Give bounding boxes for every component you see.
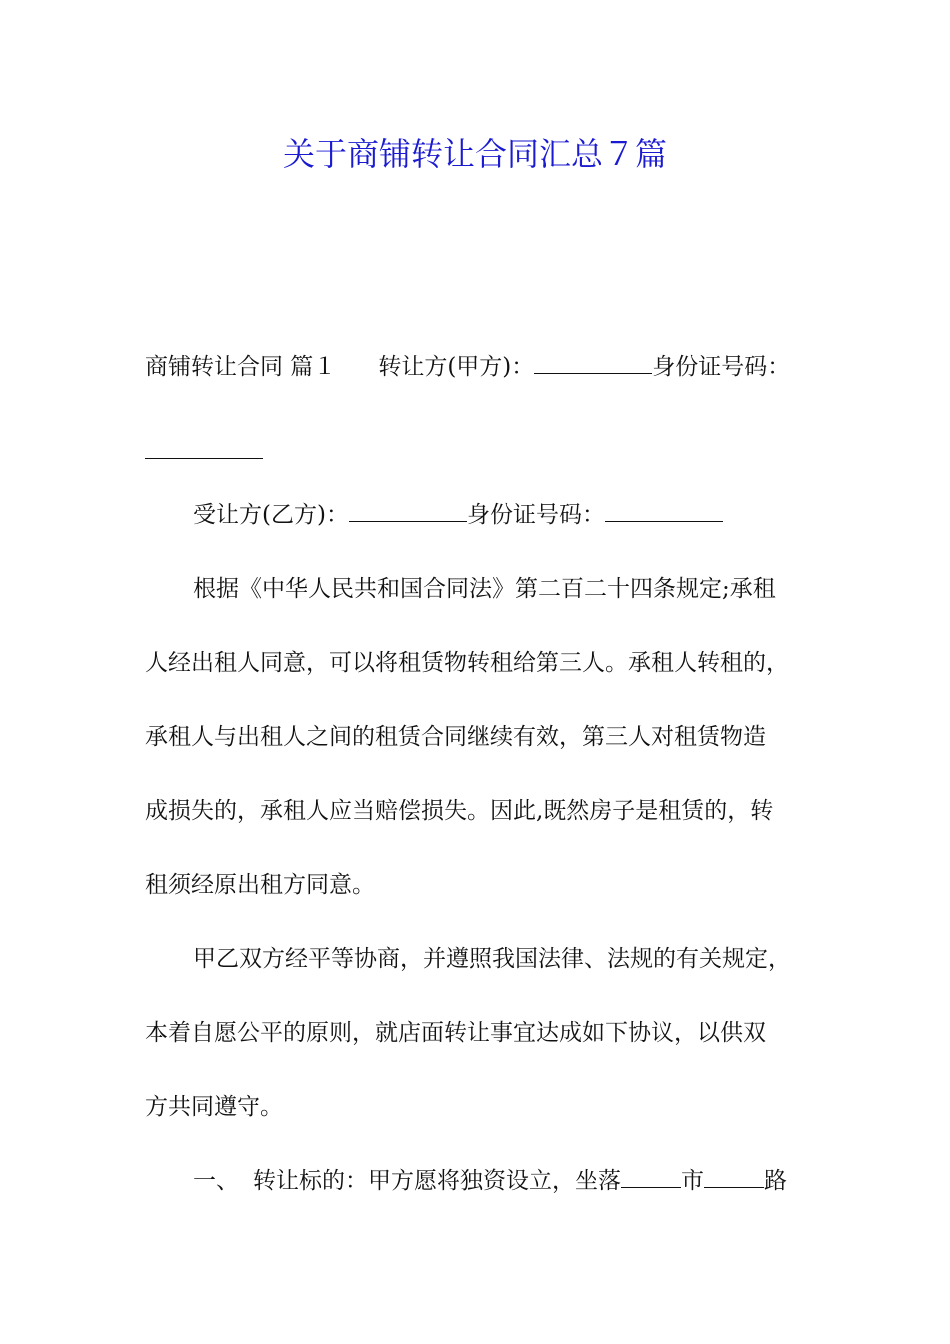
paragraph-line: 租须经原出租方同意。 — [145, 872, 375, 898]
party-b-blank — [349, 501, 467, 522]
party-b-id-label: 身份证号码： — [466, 502, 605, 528]
clause-text: 转让标的：甲方愿将独资设立，坐落 — [253, 1168, 621, 1194]
document-title: 关于商铺转让合同汇总７篇 — [282, 135, 667, 173]
party-a-blank — [534, 353, 652, 374]
party-b-id-blank — [605, 501, 723, 522]
road-label: 路 — [764, 1168, 787, 1194]
paragraph-line: 方共同遵守。 — [145, 1094, 283, 1120]
road-blank — [704, 1167, 764, 1188]
party-a-id-blank — [145, 438, 263, 459]
document-body — [145, 330, 825, 1218]
paragraph-line: 承租人与出租人之间的租赁合同继续有效，第三人对租赁物造 — [145, 724, 766, 750]
paragraph-line: 人经出租人同意，可以将租赁物转租给第三人。承租人转租的， — [145, 650, 789, 676]
paragraph-line: 甲乙双方经平等协商，并遵照我国法律、法规的有关规定， — [193, 946, 791, 972]
contract-header-line — [145, 330, 825, 404]
party-a-id-blank-line — [145, 404, 825, 478]
clause-number: 一、 — [193, 1168, 239, 1194]
party-b-label: 受让方(乙方)： — [193, 502, 349, 528]
paragraph-line: 根据《中华人民共和国合同法》第二百二十四条规定;承租 — [193, 576, 776, 602]
party-a-id-label: 身份证号码： — [652, 354, 791, 380]
party-a-label: 转让方(甲方)： — [378, 354, 535, 380]
city-blank — [621, 1167, 681, 1188]
party-b-line — [145, 478, 825, 552]
contract-heading: 商铺转让合同 篇１ — [145, 354, 337, 380]
paragraph-line: 成损失的，承租人应当赔偿损失。因此,既然房子是租赁的，转 — [145, 798, 774, 824]
paragraph-line: 本着自愿公平的原则，就店面转让事宜达成如下协议，以供双 — [145, 1020, 766, 1046]
city-label: 市 — [681, 1168, 704, 1194]
clause-one-line — [145, 1144, 825, 1218]
